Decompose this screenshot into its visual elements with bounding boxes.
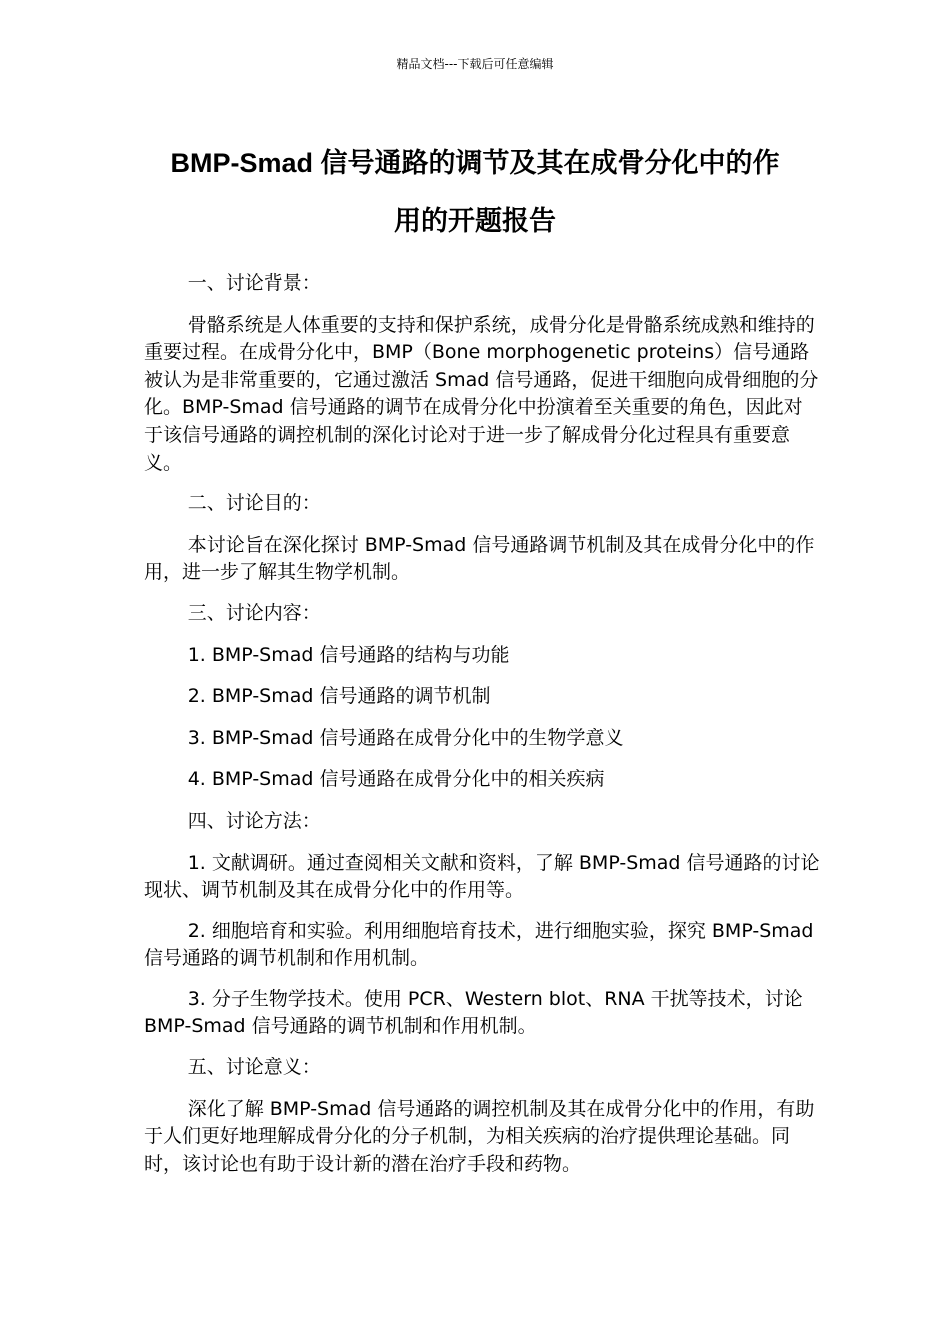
document-title-line-2: 用的开题报告 (394, 206, 556, 236)
section-heading-purpose: 二、讨论目的： (187, 492, 321, 515)
section-heading-significance: 五、讨论意义： (187, 1056, 321, 1079)
page-header-watermark: 精品文档---下载后可任意编辑 (396, 57, 554, 71)
paragraph-background: 骨骼系统是人体重要的支持和保护系统，成骨分化是骨骼系统成熟和维持的重要过程。在成骨分化中，BMP（Bone morphogenetic proteins）信号通路被认为是非常重要的，它通过激活 Smad 信号通路，促进干细胞向成骨细胞的分化。BMP-Smad 信号通路的调节在成骨分化中扮演着至关重要的角色，因此对于该信号通路的调控机制的深化讨论对于进一步了解成骨分化过程具有重要意义。 (144, 313, 819, 474)
content-list-item: 2. BMP-Smad 信号通路的调节机制 (187, 685, 491, 708)
methods-list-item: 2. 细胞培育和实验。利用细胞培育技术，进行细胞实验，探究 BMP-Smad 信号通路的调节机制和作用机制。 (144, 919, 814, 970)
section-heading-methods: 四、讨论方法： (187, 809, 321, 832)
document-title-line-1: BMP-Smad 信号通路的调节及其在成骨分化中的作 (170, 148, 780, 178)
content-list-item: 4. BMP-Smad 信号通路在成骨分化中的相关疾病 (187, 768, 605, 791)
content-list-item: 3. BMP-Smad 信号通路在成骨分化中的生物学意义 (187, 726, 624, 749)
methods-list-item: 1. 文献调研。通过查阅相关文献和资料，了解 BMP-Smad 信号通路的讨论现状、调节机制及其在成骨分化中的作用等。 (144, 851, 820, 902)
methods-list-item: 3. 分子生物学技术。使用 PCR、Western blot、RNA 干扰等技术，讨论 BMP-Smad 信号通路的调节机制和作用机制。 (144, 987, 803, 1038)
section-heading-content: 三、讨论内容： (187, 601, 321, 624)
paragraph-significance: 深化了解 BMP-Smad 信号通路的调控机制及其在成骨分化中的作用，有助于人们更好地理解成骨分化的分子机制，为相关疾病的治疗提供理论基础。同时，该讨论也有助于设计新的潜在治疗手段和药物。 (144, 1097, 815, 1175)
section-heading-background: 一、讨论背景： (187, 272, 321, 294)
paragraph-purpose: 本讨论旨在深化探讨 BMP-Smad 信号通路调节机制及其在成骨分化中的作用，进一步了解其生物学机制。 (144, 533, 815, 584)
document-title (135, 134, 815, 250)
document-body (144, 270, 820, 1191)
content-list-item: 1. BMP-Smad 信号通路的结构与功能 (187, 643, 510, 666)
